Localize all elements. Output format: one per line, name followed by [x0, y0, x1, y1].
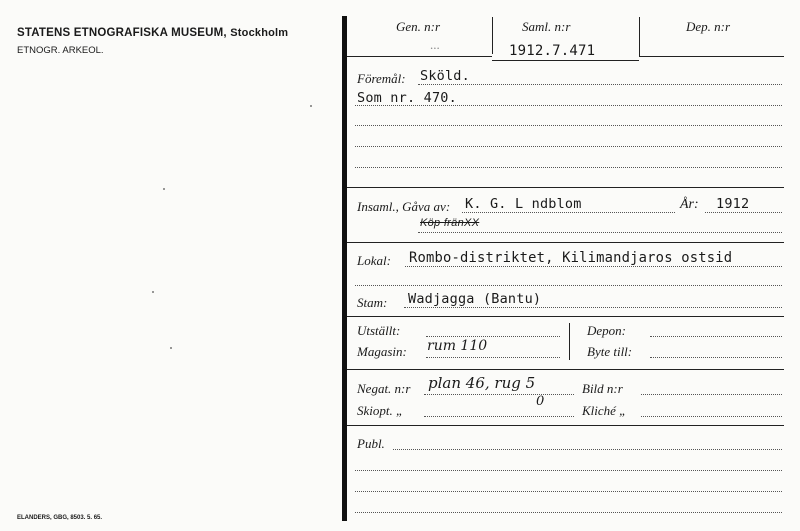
dotted-line [355, 491, 782, 492]
section-rule [347, 187, 784, 188]
dotted-line [418, 84, 782, 85]
dotted-line [404, 307, 782, 308]
gen-label: Gen. n:r [396, 19, 441, 34]
dotted-line [355, 167, 782, 168]
dotted-line [650, 336, 782, 337]
kliche-label: Kliché „ [582, 403, 627, 418]
saml-value: 1912.7.471 [509, 43, 596, 59]
dotted-line [424, 394, 574, 395]
dotted-line [355, 146, 782, 147]
dotted-line [641, 394, 782, 395]
lokal-label: Lokal: [357, 253, 391, 268]
saml-label: Saml. n:r [522, 19, 571, 34]
speck [310, 105, 312, 107]
left-border-rule [342, 16, 347, 521]
header-bottom-rule [639, 56, 784, 57]
dotted-line [393, 449, 782, 450]
ar-value: 1912 [716, 196, 750, 212]
struck-text: Köp fränXX [420, 217, 480, 229]
dotted-line [650, 357, 782, 358]
skiopt-label: Skiopt. „ [357, 403, 404, 418]
stam-label: Stam: [357, 295, 388, 310]
dotted-line [426, 357, 560, 358]
utstallt-label: Utställt: [357, 323, 401, 338]
header-divider [639, 17, 640, 57]
skiopt-value: 0 [536, 394, 545, 409]
printer-imprint: ELANDERS, GBG, 8503. 5. 65. [17, 515, 103, 521]
negat-value: plan 46, rug 5 [428, 374, 536, 392]
dotted-line [705, 212, 782, 213]
dotted-line [462, 212, 675, 213]
section-rule [347, 242, 784, 243]
museum-header [17, 27, 288, 39]
museum-name: STATENS ETNOGRAFISKA MUSEUM, [17, 27, 227, 39]
bild-label: Bild n:r [582, 381, 623, 396]
ar-label: År: [680, 197, 699, 212]
insaml-label: Insaml., Gåva av: [357, 199, 451, 214]
storage-divider [569, 323, 570, 360]
dotted-line [426, 336, 560, 337]
dotted-line [405, 266, 782, 267]
lokal-value: Rombo-distriktet, Kilimandjaros ostsid [409, 250, 733, 266]
dotted-line [424, 416, 574, 417]
byte-label: Byte till: [587, 344, 633, 359]
dotted-line [355, 125, 782, 126]
magasin-label: Magasin: [357, 344, 407, 359]
dep-label: Dep. n:r [686, 19, 731, 34]
dotted-line [418, 232, 782, 233]
insaml-value: K. G. L ndblom [465, 196, 582, 212]
negat-label: Negat. n:r [357, 381, 411, 396]
speck [163, 188, 165, 190]
speck [170, 347, 172, 349]
section-rule [347, 316, 784, 317]
museum-city: Stockholm [230, 27, 289, 39]
foremal-label: Föremål: [357, 71, 406, 86]
depon-label: Depon: [587, 323, 626, 338]
publ-label: Publ. [357, 436, 385, 451]
dotted-line [641, 416, 782, 417]
gen-value: ... [430, 37, 440, 52]
magasin-value: rum 110 [427, 338, 488, 354]
dotted-line [355, 285, 782, 286]
speck [152, 291, 154, 293]
header-bottom-rule [492, 60, 639, 61]
dotted-line [355, 512, 782, 513]
section-rule [347, 425, 784, 426]
department-label: ETNOGR. ARKEOL. [17, 45, 104, 56]
section-rule [347, 369, 784, 370]
header-bottom-rule [347, 56, 492, 57]
dotted-line [355, 470, 782, 471]
foremal-line2: Som nr. 470. [357, 90, 457, 106]
header-divider [492, 17, 493, 54]
foremal-value: Sköld. [420, 68, 470, 84]
stam-value: Wadjagga (Bantu) [408, 291, 542, 307]
dotted-line [355, 105, 782, 106]
